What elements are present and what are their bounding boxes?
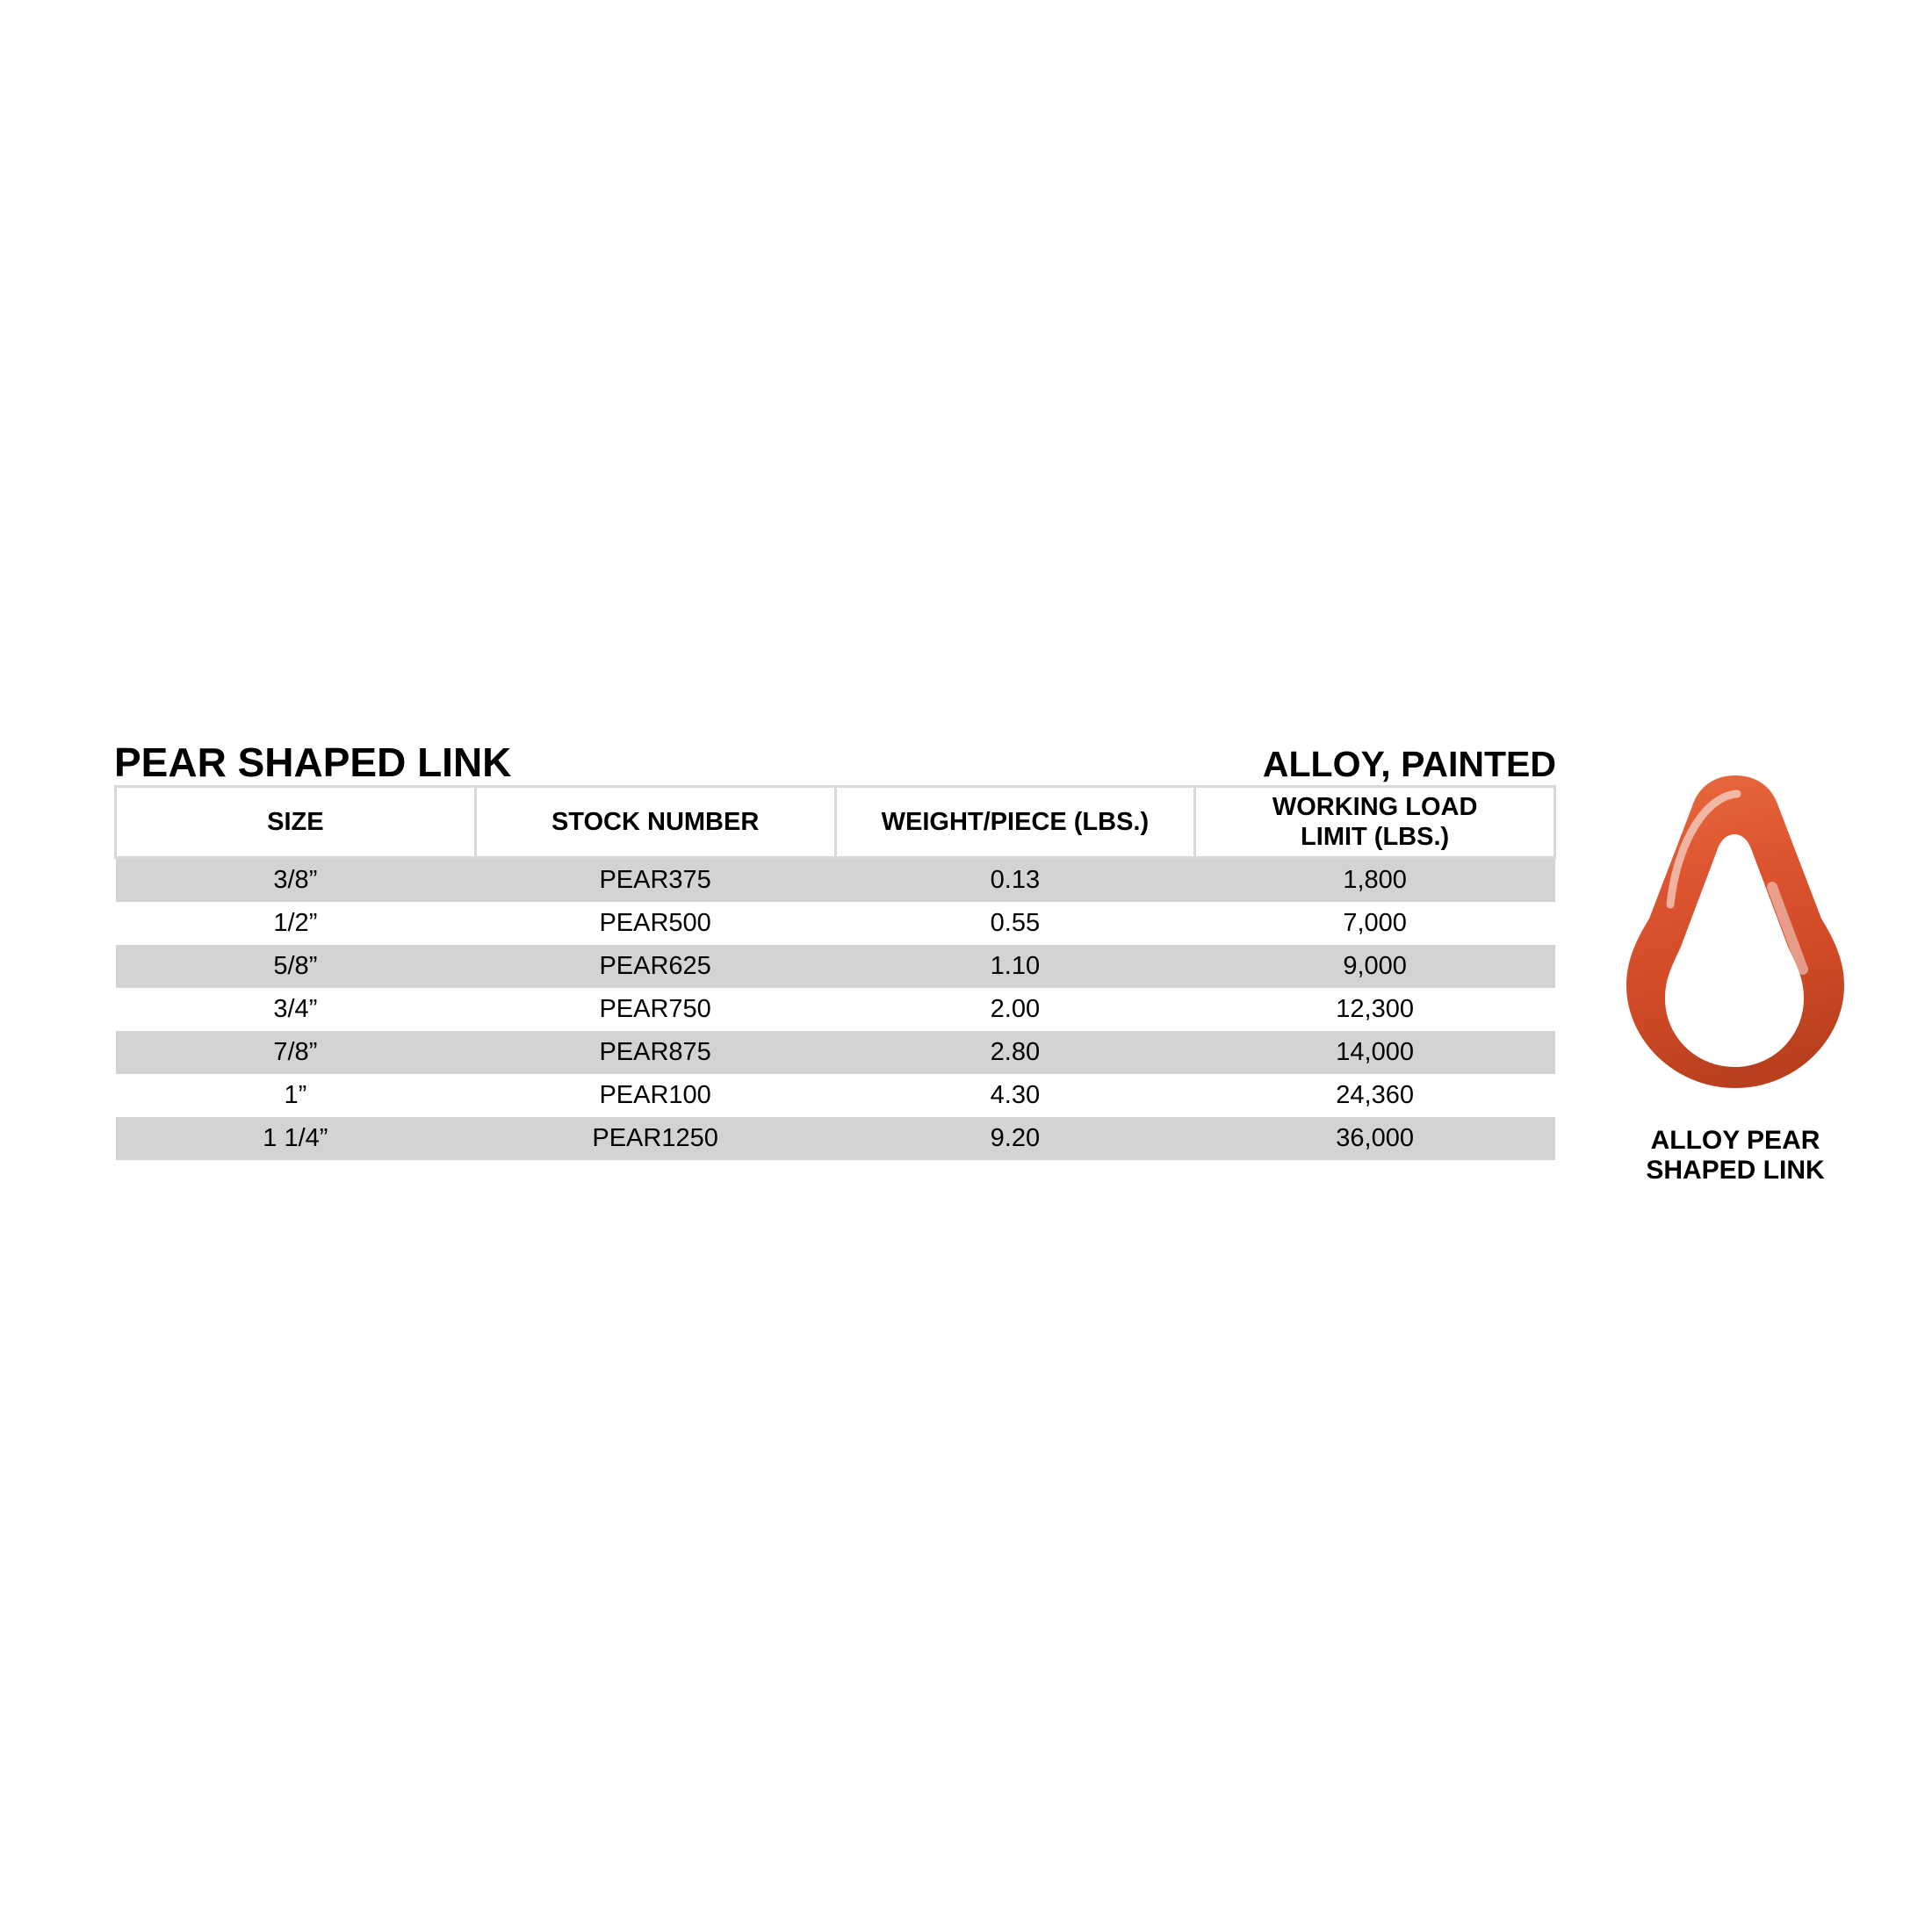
col-header-weight-piece bbox=[835, 787, 1195, 858]
table-row bbox=[116, 1117, 1555, 1160]
table-row bbox=[116, 858, 1555, 903]
cell-size: 1” bbox=[284, 1081, 307, 1109]
cell-size: 1 1/4” bbox=[263, 1124, 328, 1152]
material-note: ALLOY, PAINTED bbox=[1262, 744, 1556, 784]
cell-wll_lbs: 36,000 bbox=[1336, 1124, 1414, 1152]
cell-wll_lbs: 12,300 bbox=[1336, 995, 1414, 1023]
table-row bbox=[116, 1074, 1555, 1117]
cell-wll_lbs: 1,800 bbox=[1343, 866, 1407, 894]
cell-stock_number: PEAR100 bbox=[599, 1081, 711, 1109]
col-header-stock-number-label: STOCK NUMBER bbox=[551, 808, 760, 836]
cell-size: 3/8” bbox=[273, 866, 318, 894]
col-header-weight-piece-label: WEIGHT/PIECE (LBS.) bbox=[881, 808, 1150, 836]
col-header-stock-number bbox=[475, 787, 835, 858]
spec-table-head bbox=[116, 787, 1555, 858]
spec-table-body bbox=[116, 858, 1555, 1161]
cell-size: 7/8” bbox=[273, 1038, 318, 1066]
headline-row bbox=[114, 740, 1556, 786]
cell-stock_number: PEAR750 bbox=[599, 995, 711, 1023]
cell-stock_number: PEAR1250 bbox=[592, 1124, 718, 1152]
product-caption bbox=[1623, 1126, 1848, 1186]
alloy-pear-shaped-link-image bbox=[1623, 775, 1848, 1089]
product-caption-line2: SHAPED LINK bbox=[1646, 1156, 1825, 1185]
spec-header-row bbox=[116, 787, 1555, 858]
col-header-working-load-limit-label: WORKING LOAD LIMIT (LBS.) bbox=[1272, 793, 1478, 851]
col-header-size-label: SIZE bbox=[267, 808, 324, 836]
product-caption-line1: ALLOY PEAR bbox=[1650, 1126, 1820, 1155]
cell-wll_lbs: 24,360 bbox=[1336, 1081, 1414, 1109]
cell-weight_lbs: 0.55 bbox=[990, 909, 1041, 937]
cell-size: 3/4” bbox=[273, 995, 318, 1023]
cell-weight_lbs: 9.20 bbox=[990, 1124, 1041, 1152]
cell-stock_number: PEAR500 bbox=[599, 909, 711, 937]
table-row bbox=[116, 1031, 1555, 1074]
cell-weight_lbs: 4.30 bbox=[990, 1081, 1041, 1109]
cell-stock_number: PEAR625 bbox=[599, 952, 711, 980]
cell-wll_lbs: 14,000 bbox=[1336, 1038, 1414, 1066]
cell-wll_lbs: 7,000 bbox=[1343, 909, 1407, 937]
table-row bbox=[116, 988, 1555, 1031]
col-header-working-load-limit bbox=[1195, 787, 1555, 858]
cell-weight_lbs: 2.00 bbox=[990, 995, 1041, 1023]
cell-size: 5/8” bbox=[273, 952, 318, 980]
product-figure bbox=[1623, 775, 1848, 1186]
cell-stock_number: PEAR375 bbox=[599, 866, 711, 894]
cell-size: 1/2” bbox=[273, 909, 318, 937]
cell-weight_lbs: 2.80 bbox=[990, 1038, 1041, 1066]
table-row bbox=[116, 945, 1555, 988]
cell-wll_lbs: 9,000 bbox=[1343, 952, 1407, 980]
cell-stock_number: PEAR875 bbox=[599, 1038, 711, 1066]
page-title: PEAR SHAPED LINK bbox=[114, 739, 512, 785]
col-header-size bbox=[116, 787, 476, 858]
spec-table bbox=[114, 785, 1556, 1160]
cell-weight_lbs: 1.10 bbox=[990, 952, 1041, 980]
cell-weight_lbs: 0.13 bbox=[990, 866, 1041, 894]
table-row bbox=[116, 902, 1555, 945]
